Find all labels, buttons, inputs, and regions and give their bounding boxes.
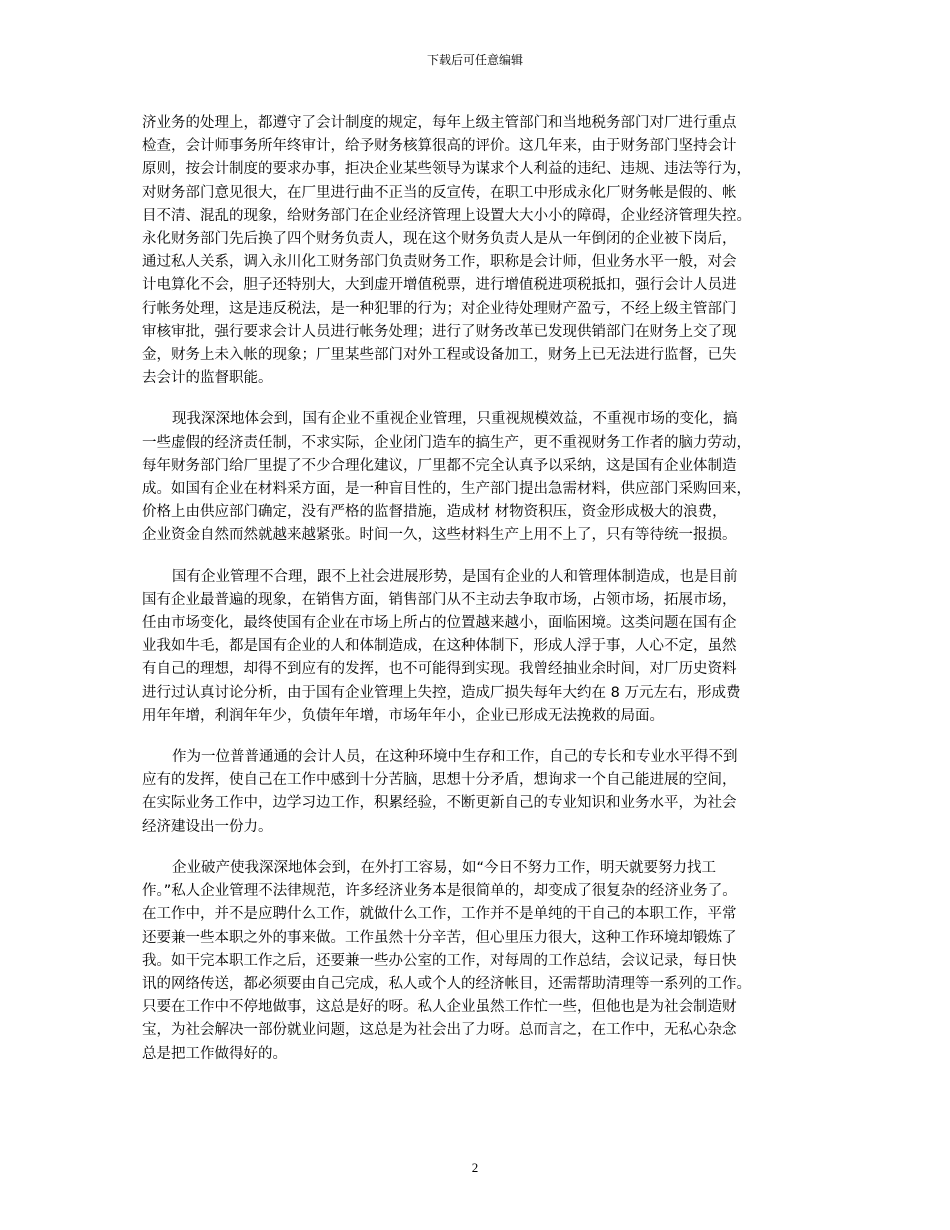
page-number: 2 xyxy=(471,1160,479,1175)
text-line: 成。如国有企业在材料采方面，是一种盲目性的，生产部门提出急需材料，供应部门采购回来， xyxy=(142,481,751,498)
text-line: 企业资金自然而然就越来越紧张。时间一久，这些材料生产上用不上了，只有等待统一报损。 xyxy=(142,527,737,544)
document-body xyxy=(142,112,822,1084)
text-line: 经济建设出一份力。 xyxy=(142,818,273,835)
text-line: 目不清、混乱的现象，给财务部门在企业经济管理上设置大大小小的障碍，企业经济管理失控。 xyxy=(142,207,751,224)
text-line: 在实际业务工作中，边学习边工作，积累经验，不断更新自己的专业知识和业务水平，为社会 xyxy=(142,795,737,812)
paragraph xyxy=(142,408,822,547)
text-line: 业我如牛毛，都是国有企业的人和体制造成，在这种体制下，形成人浮于事，人心不定，虽然 xyxy=(142,638,737,655)
text-line: 检查，会计师事务所年终审计，给予财务核算很高的评价。这几年来，由于财务部门坚持会计 xyxy=(142,138,737,155)
text-line: 计电算化不会，胆子还特别大，大到虚开增值税票，进行增值税进项税抵扣，强行会计人员进 xyxy=(142,277,737,294)
text-line: 企业破产使我深深地体会到，在外打工容易，如“今日不努力工作，明天就要努力找工 xyxy=(172,859,717,876)
text-line: 宝，为社会解决一部份就业问题，这总是为社会出了力呀。总而言之，在工作中，无私心杂念 xyxy=(142,1022,737,1039)
text-line: 作。”私人企业管理不法律规范，许多经济业务本是很简单的，却变成了很复杂的经济业务了。 xyxy=(142,883,737,900)
text-line: 国有企业最普遍的现象，在销售方面，销售部门从不主动去争取市场，占领市场，拓展市场， xyxy=(142,591,737,608)
paragraph xyxy=(142,566,822,728)
text-line: 在工作中，并不是应聘什么工作，就做什么工作，工作并不是单纯的干自己的本职工作，平常 xyxy=(142,906,737,923)
text-line: 一些虚假的经济责任制，不求实际，企业闭门造车的搞生产，更不重视财务工作者的脑力劳动， xyxy=(142,434,751,451)
text-line: 总是把工作做得好的。 xyxy=(142,1045,287,1062)
text-line: 行帐务处理，这是违反税法，是一种犯罪的行为；对企业待处理财产盈亏，不经上级主管部门 xyxy=(142,300,737,317)
text-line: 讯的网络传送，都必须要由自己完成，私人或个人的经济帐目，还需帮助清理等一系列的工作。 xyxy=(142,975,751,992)
paragraph xyxy=(142,112,822,390)
paragraph xyxy=(142,857,822,1066)
page-header: 下载后可任意编辑 xyxy=(426,53,523,67)
text-line: 现我深深地体会到，国有企业不重视企业管理，只重视规模效益，不重视市场的变化，搞 xyxy=(172,411,738,428)
text-line: 用年年增，利润年年少，负债年年增，市场年年小，企业已形成无法挽救的局面。 xyxy=(142,707,664,724)
text-line: 进行过认真讨论分析，由于国有企业管理上失控，造成厂损失每年大约在 8 万元左右，形成费 xyxy=(142,684,741,701)
text-line: 应有的发挥，使自己在工作中感到十分苦脑，思想十分矛盾，想询求一个自己能进展的空间， xyxy=(142,772,737,789)
text-line: 审核审批，强行要求会计人员进行帐务处理；进行了财务改革已发现供销部门在财务上交了现 xyxy=(142,323,737,340)
text-line: 金，财务上未入帐的现象；厂里某些部门对外工程或设备加工，财务上已无法进行监督，已失 xyxy=(142,347,737,364)
text-line: 永化财务部门先后换了四个财务负责人，现在这个财务负责人是从一年倒闭的企业被下岗后， xyxy=(142,231,737,248)
text-line: 任由市场变化，最终使国有企业在市场上所占的位置越来越小，面临困境。这类问题在国有企 xyxy=(142,615,737,632)
paragraph xyxy=(142,746,822,839)
text-line: 还要兼一些本职之外的事来做。工作虽然十分辛苦，但心里压力很大，这种工作环境却锻炼了 xyxy=(142,929,737,946)
text-line: 去会计的监督职能。 xyxy=(142,370,273,387)
text-line: 我。如干完本职工作之后，还要兼一些办公室的工作，对每周的工作总结，会议记录，每日快 xyxy=(142,952,737,969)
text-line: 价格上由供应部门确定，没有严格的监督措施，造成材 材物资积压，资金形成极大的浪费， xyxy=(142,504,727,521)
text-line: 每年财务部门给厂里提了不少合理化建议，厂里都不完全认真予以采纳，这是国有企业体制造 xyxy=(142,457,737,474)
text-line: 对财务部门意见很大，在厂里进行曲不正当的反宣传，在职工中形成永化厂财务帐是假的、帐 xyxy=(142,184,737,201)
text-line: 有自己的理想，却得不到应有的发挥，也不可能得到实现。我曾经抽业余时间，对厂历史资料 xyxy=(142,661,737,678)
text-line: 通过私人关系，调入永川化工财务部门负责财务工作，职称是会计师，但业务水平一般，对会 xyxy=(142,254,737,271)
text-line: 济业务的处理上，都遵守了会计制度的规定，每年上级主管部门和当地税务部门对厂进行重点 xyxy=(142,115,737,131)
text-line: 作为一位普普通通的会计人员，在这种环境中生存和工作，自己的专长和专业水平得不到 xyxy=(172,749,738,766)
text-line: 原则，按会计制度的要求办事，拒决企业某些领导为谋求个人利益的违纪、违规、违法等行为， xyxy=(142,161,751,178)
text-line: 国有企业管理不合理，跟不上社会进展形势，是国有企业的人和管理体制造成，也是目前 xyxy=(172,568,738,585)
text-line: 只要在工作中不停地做事，这总是好的呀。私人企业虽然工作忙一些，但他也是为社会制造财 xyxy=(142,999,737,1016)
